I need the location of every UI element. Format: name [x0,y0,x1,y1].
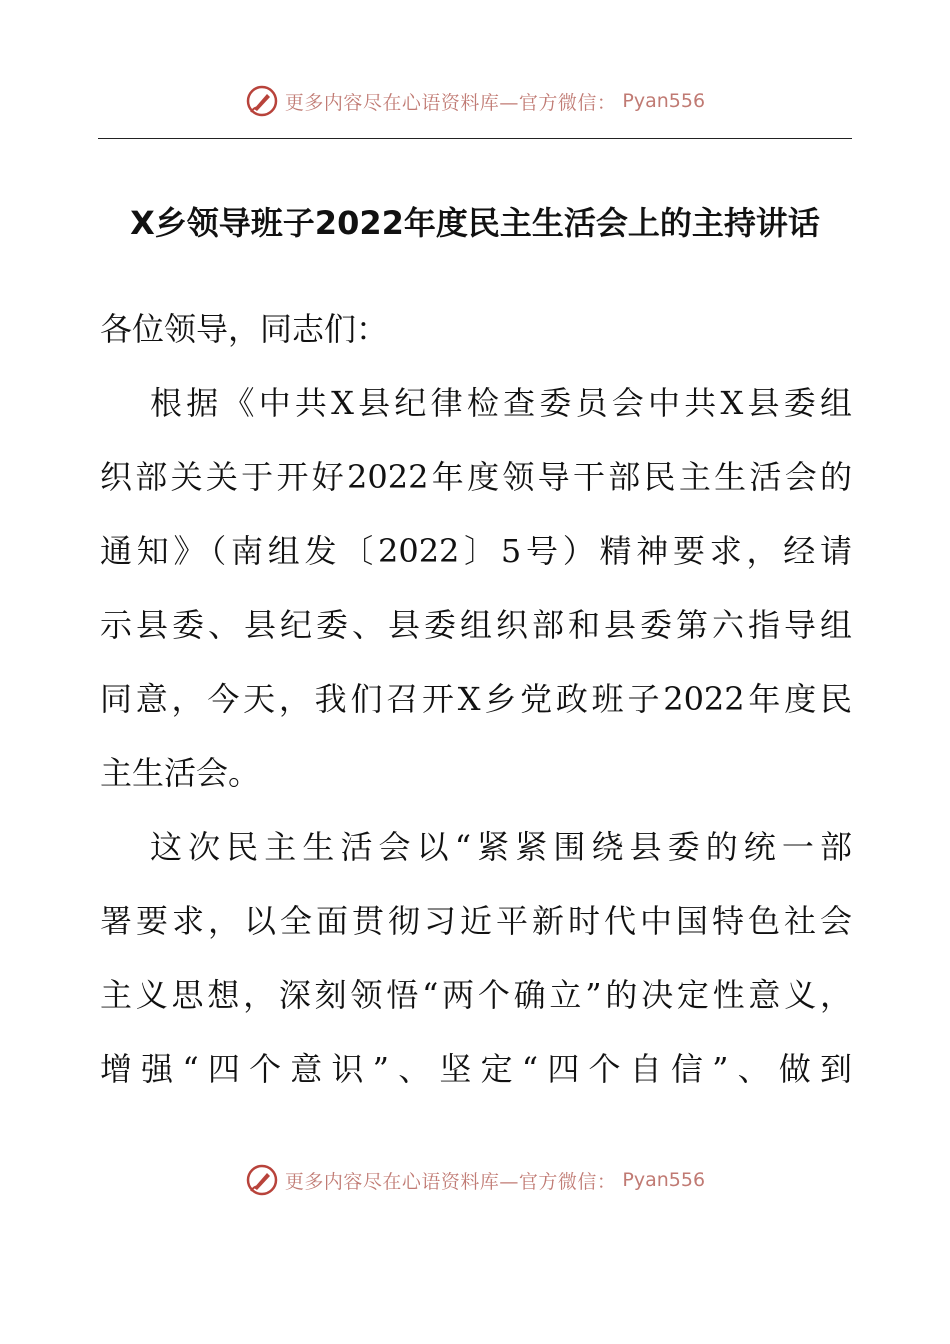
paragraph-line: 主生活会。 [100,754,261,792]
pen-logo-icon [245,1163,279,1197]
paragraph-line: 示县委、县纪委、县委组织部和县委第六指导组 [100,606,852,644]
watermark-text: 更多内容尽在心语资料库—官方微信： [284,91,617,114]
salutation: 各位领导，同志们： [100,310,389,348]
footer-watermark [0,1163,950,1197]
document-title: X乡领导班子2022年度民主生活会上的主持讲话 [130,204,820,242]
paragraph-line: 根据《中共X县纪律检查委员会中共X县委组 [150,384,852,422]
header-divider [98,138,852,139]
paragraph-line: 增强“四个意识”、坚定“四个自信”、做到 [100,1050,852,1088]
watermark-wechat-id: Pyan556 [622,90,706,112]
watermark-wechat-id: Pyan556 [622,1169,706,1191]
paragraph-line: 通知》（南组发〔2022〕5号）精神要求，经请 [100,532,852,570]
paragraph-line: 署要求，以全面贯彻习近平新时代中国特色社会 [100,902,852,940]
pen-logo-icon [245,84,279,118]
header-watermark [0,84,950,118]
paragraph-line: 同意，今天，我们召开X乡党政班子2022年度民 [100,680,852,718]
paragraph-line: 主义思想，深刻领悟“两个确立”的决定性意义， [100,976,852,1014]
watermark-text: 更多内容尽在心语资料库—官方微信： [284,1170,617,1193]
paragraph-line: 这次民主生活会以“紧紧围绕县委的统一部 [150,828,852,866]
paragraph-line: 织部关关于开好2022年度领导干部民主生活会的 [100,458,852,496]
document-body [100,292,852,1106]
